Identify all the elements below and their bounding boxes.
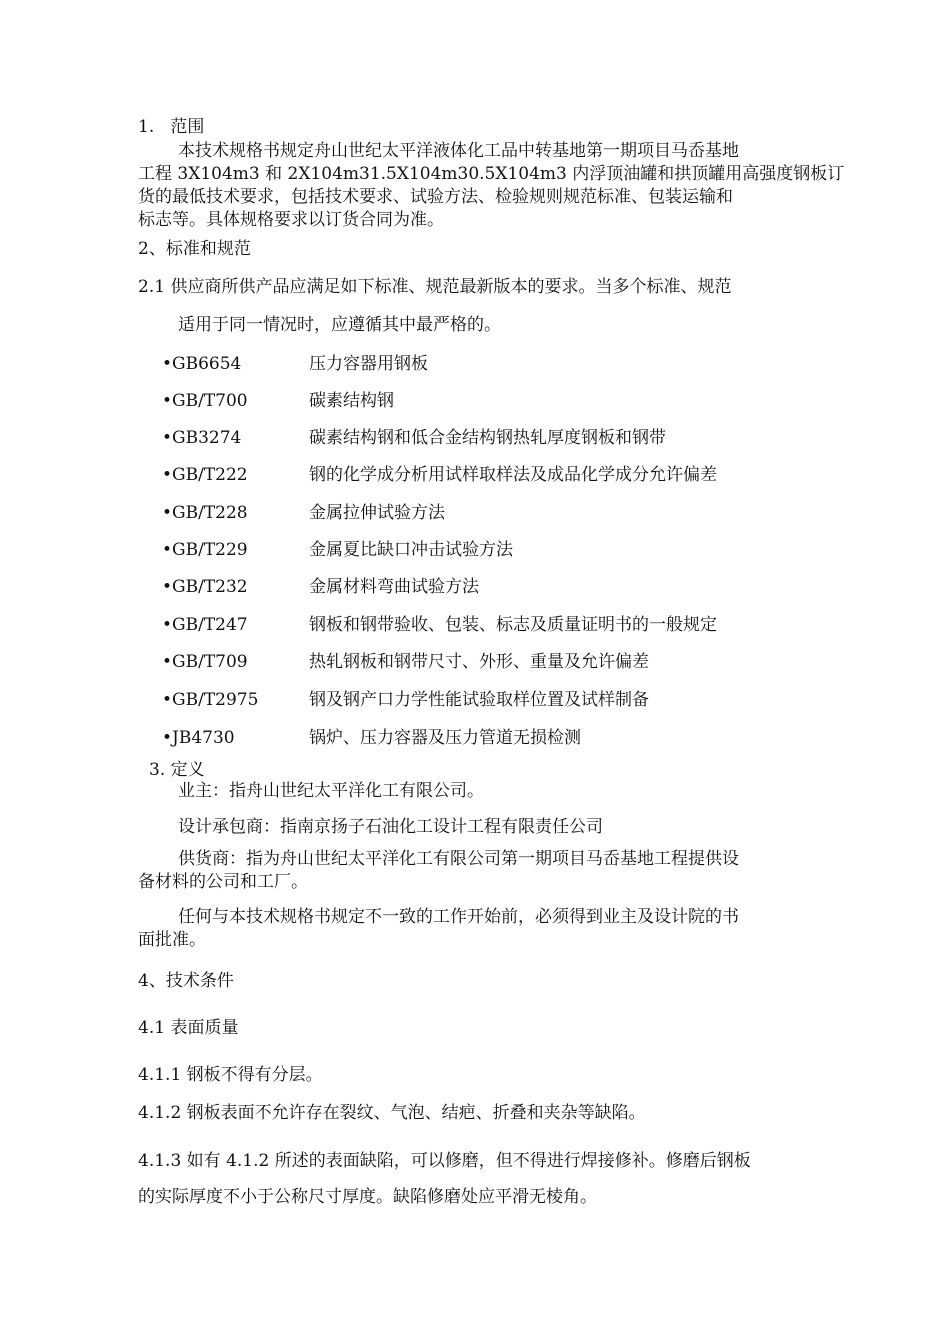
standard-name: 金属材料弯曲试验方法 xyxy=(309,577,479,597)
standard-name: 热轧钢板和钢带尺寸、外形、重量及允许偏差 xyxy=(309,652,649,672)
standard-name: 压力容器用钢板 xyxy=(309,354,428,374)
section-1-body-line: 标志等。具体规格要求以订货合同为准。 xyxy=(138,210,444,230)
standard-name: 金属拉伸试验方法 xyxy=(309,503,445,523)
clause-2-1-line: 2.1 供应商所供产品应满足如下标准、规范最新版本的要求。当多个标准、规范 xyxy=(138,277,732,297)
standard-code: •GB/T222 xyxy=(162,465,248,485)
definition-supplier-line: 供货商：指为舟山世纪太平洋化工有限公司第一期项目马岙基地工程提供设 xyxy=(178,849,739,869)
standard-code: •GB/T228 xyxy=(162,503,248,523)
standard-name: 锅炉、压力容器及压力管道无损检测 xyxy=(309,728,581,748)
clause-4-1-3-line: 4.1.3 如有 4.1.2 所述的表面缺陷，可以修磨，但不得进行焊接修补。修磨后钢板 xyxy=(138,1151,751,1171)
standard-code: •GB/T2975 xyxy=(162,690,259,710)
subsection-4-1-heading: 4.1 表面质量 xyxy=(138,1018,239,1038)
standard-code: •GB/T700 xyxy=(162,391,248,411)
standard-code: •GB/T229 xyxy=(162,540,248,560)
section-1-heading: 1. 范围 xyxy=(138,117,205,137)
standard-name: 钢的化学成分析用试样取样法及成品化学成分允许偏差 xyxy=(309,465,717,485)
standard-name: 碳素结构钢和低合金结构钢热轧厚度钢板和钢带 xyxy=(309,428,666,448)
standard-code: •GB6654 xyxy=(162,354,242,374)
clause-4-1-3-line: 的实际厚度不小于公称尺寸厚度。缺陷修磨处应平滑无棱角。 xyxy=(138,1187,597,1207)
standard-name: 钢板和钢带验收、包装、标志及质量证明书的一般规定 xyxy=(309,615,717,635)
standard-code: •GB/T709 xyxy=(162,652,248,672)
standard-code: •JB4730 xyxy=(162,728,235,748)
standard-name: 碳素结构钢 xyxy=(309,391,394,411)
approval-line: 面批准。 xyxy=(138,930,206,950)
standard-code: •GB/T232 xyxy=(162,577,248,597)
standard-name: 钢及钢产口力学性能试验取样位置及试样制备 xyxy=(309,690,649,710)
section-4-heading: 4、技术条件 xyxy=(138,971,234,991)
clause-4-1-2: 4.1.2 钢板表面不允许存在裂纹、气泡、结疤、折叠和夹杂等缺陷。 xyxy=(138,1103,646,1123)
definition-owner: 业主：指舟山世纪太平洋化工有限公司。 xyxy=(178,781,484,801)
clause-2-1-line: 适用于同一情况时，应遵循其中最严格的。 xyxy=(178,315,501,335)
definition-supplier-line: 备材料的公司和工厂。 xyxy=(138,872,308,892)
standard-code: •GB3274 xyxy=(162,428,242,448)
clause-4-1-1: 4.1.1 钢板不得有分层。 xyxy=(138,1065,323,1085)
section-1-body-line: 工程 3X104m3 和 2X104m31.5X104m30.5X104m3 内浮顶油罐和拱顶罐用高强度钢板订 xyxy=(138,164,845,184)
section-1-body-line: 货的最低技术要求，包括技术要求、试验方法、检验规则规范标准、包装运输和 xyxy=(138,187,733,207)
section-3-heading: 3. 定义 xyxy=(149,760,205,780)
section-2-heading: 2、标准和规范 xyxy=(138,239,251,259)
standard-code: •GB/T247 xyxy=(162,615,248,635)
standard-name: 金属夏比缺口冲击试验方法 xyxy=(309,540,513,560)
approval-line: 任何与本技术规格书规定不一致的工作开始前，必须得到业主及设计院的书 xyxy=(178,907,739,927)
definition-designer: 设计承包商：指南京扬子石油化工设计工程有限责任公司 xyxy=(178,817,603,837)
section-1-body-line: 本技术规格书规定舟山世纪太平洋液体化工品中转基地第一期项目马岙基地 xyxy=(178,141,739,161)
